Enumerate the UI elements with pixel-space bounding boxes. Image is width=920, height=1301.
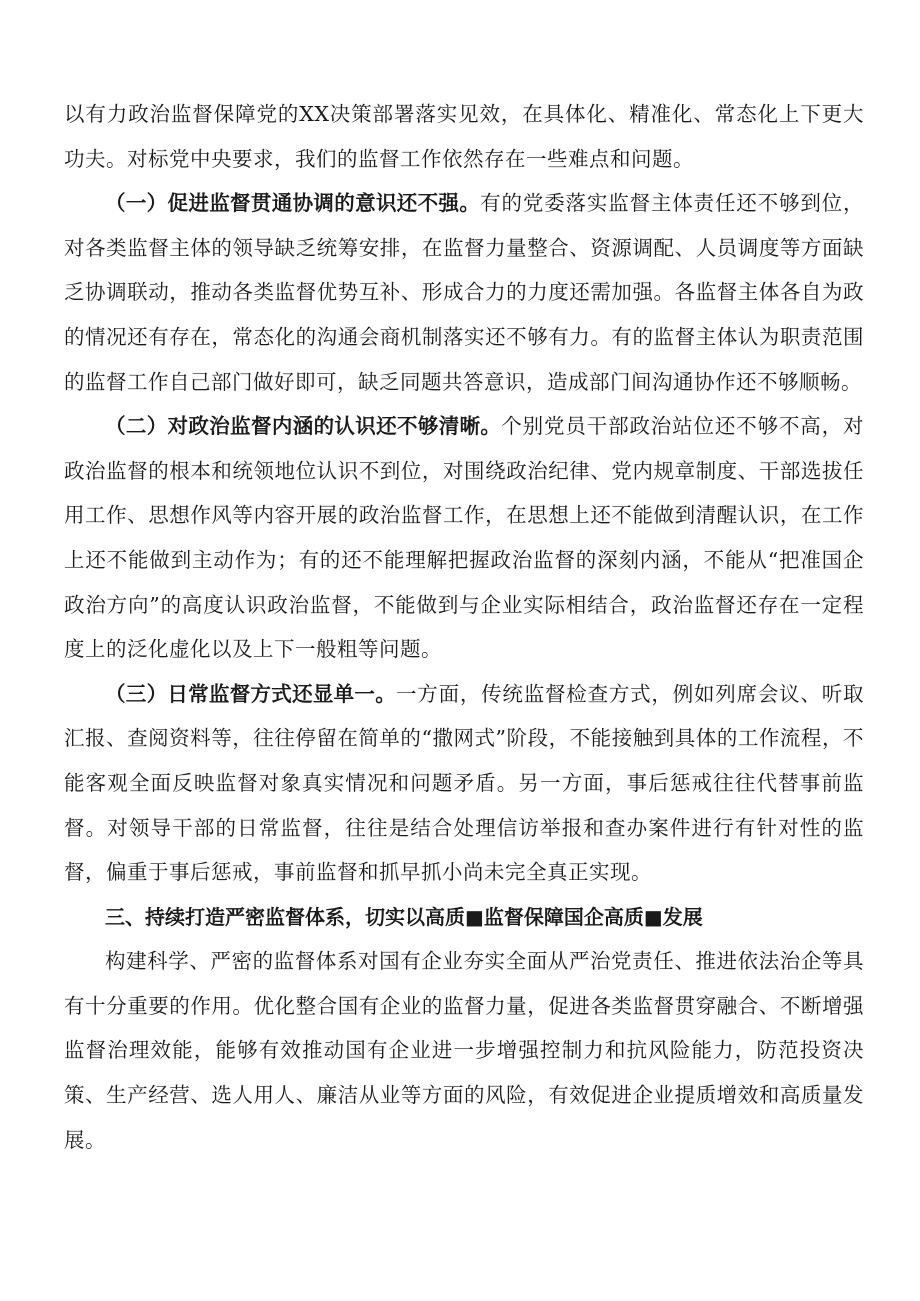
intro-text: 以有力政治监督保障党的XX决策部署落实见效，在具体化、精准化、常态化上下更大功夫。对标党中央要求，我们的监督工作依然存在一些难点和问题。 (64, 102, 864, 171)
problem-paragraph-3 (64, 672, 864, 895)
problem-paragraph-1 (64, 181, 864, 404)
document-page (64, 92, 864, 1162)
problem-3-lead: （三）日常监督方式还显单一。 (105, 681, 396, 706)
problem-paragraph-2 (64, 404, 864, 672)
problem-1-lead: （一）促进监督贯通协调的意识还不强。 (105, 191, 481, 216)
section-three-paragraph (64, 939, 864, 1162)
section-three-heading: 三、持续打造严密监督体系，切实以高质■监督保障国企高质■发展 (105, 904, 703, 929)
problem-3-text: 一方面，传统监督检查方式，例如列席会议、听取汇报、查阅资料等，往往停留在简单的“撒网式”阶段，不能接触到具体的工作流程，不能客观全面反映监督对象真实情况和问题矛盾。另一方面，事后惩戒往往代替事前监督。对领导干部的日常监督，往往是结合处理信访举报和查办案件进行有针对性的监督，偏重于事后惩戒，事前监督和抓早抓小尚未完全真正实现。 (64, 681, 864, 885)
problem-2-lead: （二）对政治监督内涵的认识还不够清晰。 (105, 414, 502, 439)
intro-paragraph (64, 92, 864, 181)
section-three-text: 构建科学、严密的监督体系对国有企业夯实全面从严治党责任、推进依法治企等具有十分重要的作用。优化整合国有企业的监督力量，促进各类监督贯穿融合、不断增强监督治理效能，能够有效推动国有企业进一步增强控制力和抗风险能力，防范投资决策、生产经营、选人用人、廉洁从业等方面的风险，有效促进企业提质增效和高质量发展。 (64, 949, 864, 1152)
problem-1-text: 有的党委落实监督主体责任还不够到位，对各类监督主体的领导缺乏统筹安排，在监督力量整合、资源调配、人员调度等方面缺乏协调联动，推动各类监督优势互补、形成合力的力度还需加强。各监督主体各自为政的情况还有存在，常态化的沟通会商机制落实还不够有力。有的监督主体认为职责范围的监督工作自己部门做好即可，缺乏同题共答意识，造成部门间沟通协作还不够顺畅。 (64, 191, 864, 394)
problem-2-text: 个别党员干部政治站位还不够不高，对政治监督的根本和统领地位认识不到位，对围绕政治纪律、党内规章制度、干部选拔任用工作、思想作风等内容开展的政治监督工作，在思想上还不能做到清醒认识，在工作上还不能做到主动作为；有的还不能理解把握政治监督的深刻内涵，不能从“把准国企政治方向”的高度认识政治监督，不能做到与企业实际相结合，政治监督还存在一定程度上的泛化虚化以及上下一般粗等问题。 (64, 414, 865, 662)
